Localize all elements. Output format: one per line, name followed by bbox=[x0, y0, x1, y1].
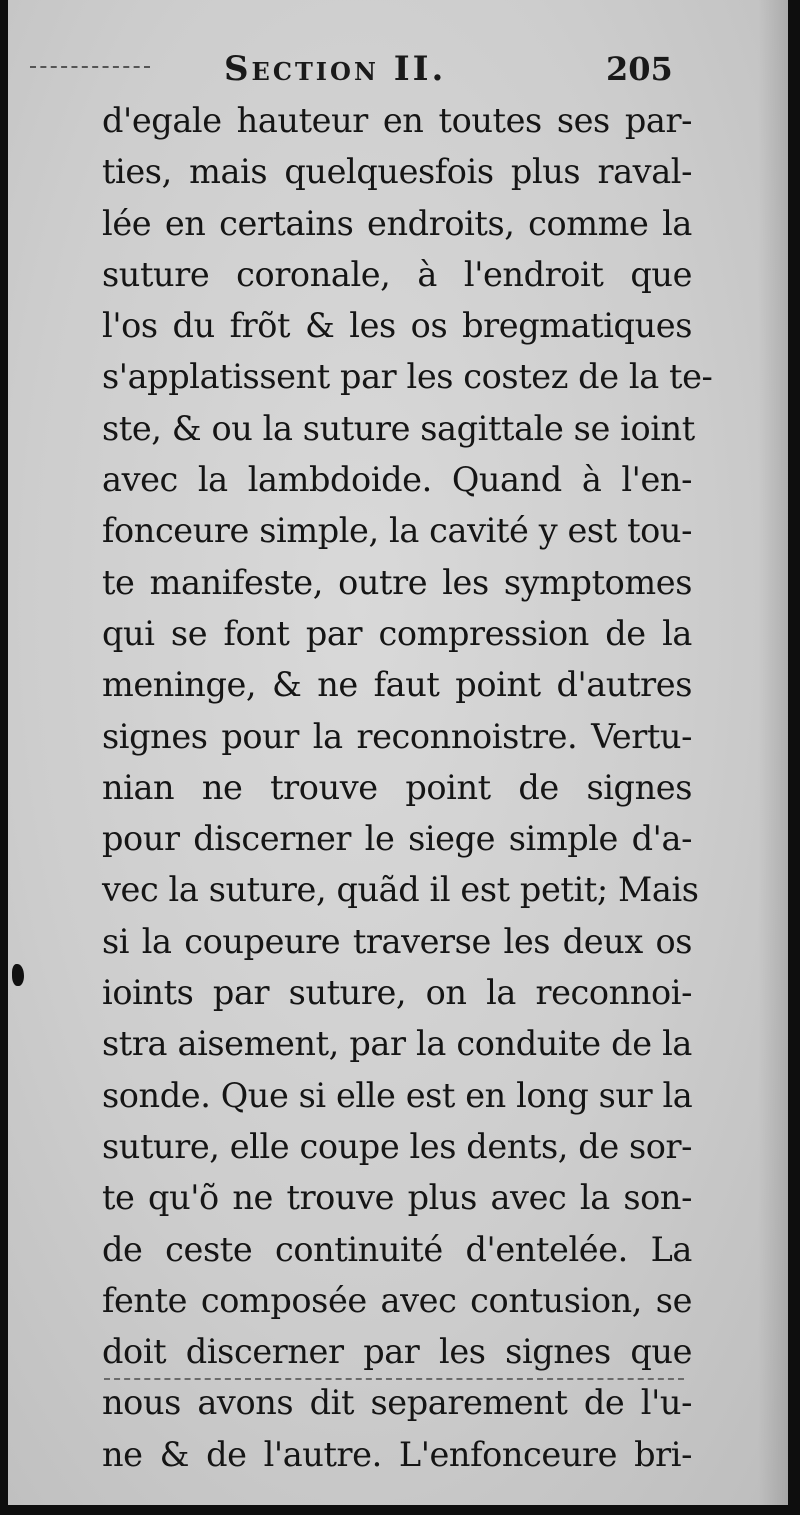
book-page bbox=[8, 0, 788, 1505]
text-line: sonde. Que si elle est en long sur la bbox=[102, 1075, 693, 1115]
text-line: l'os du frõt & les os bregmatiques bbox=[102, 306, 692, 346]
text-line: suture, elle coupe les dents, de sor- bbox=[102, 1126, 693, 1166]
text-line: meninge, & ne faut point d'autres bbox=[102, 665, 692, 705]
bottom-rule bbox=[104, 1378, 684, 1380]
body-text bbox=[102, 95, 713, 1480]
text-line: te qu'õ ne trouve plus avec la son- bbox=[102, 1178, 692, 1218]
text-line: stra aisement, par la conduite de la bbox=[102, 1024, 692, 1064]
text-line: fonceure simple, la cavité y est tou- bbox=[102, 511, 692, 551]
page-edge-shadow bbox=[758, 0, 788, 1505]
text-line: fente composée avec contusion, se bbox=[102, 1280, 692, 1320]
text-line: qui se font par compression de la bbox=[102, 613, 692, 653]
text-line: nous avons dit separement de l'u- bbox=[102, 1383, 692, 1423]
text-line: d'egale hauteur en toutes ses par- bbox=[102, 101, 692, 140]
text-line: s'applatissent par les costez de la te- bbox=[102, 357, 713, 397]
text-line: de ceste continuité d'entelée. La bbox=[102, 1229, 692, 1269]
text-line: nian ne trouve point de signes bbox=[102, 767, 692, 807]
text-line: ne & de l'autre. L'enfonceure bri- bbox=[102, 1434, 692, 1474]
ink-blot bbox=[12, 964, 24, 986]
text-line: suture coronale, à l'endroit que bbox=[102, 254, 692, 294]
text-line: ste, & ou la suture sagittale se ioint bbox=[102, 408, 695, 448]
text-line: ties, mais quelquesfois plus raval- bbox=[102, 152, 692, 192]
text-line: vec la suture, quãd il est petit; Mais bbox=[102, 870, 699, 910]
text-line: signes pour la reconnoistre. Vertu- bbox=[102, 716, 692, 756]
running-title: Section II. bbox=[224, 49, 447, 89]
text-line: si la coupeure traverse les deux os bbox=[102, 921, 692, 961]
text-line: te manifeste, outre les symptomes bbox=[102, 562, 692, 602]
text-line: pour discerner le siege simple d'a- bbox=[102, 819, 692, 859]
text-line: doit discerner par les signes que bbox=[102, 1332, 692, 1372]
running-head bbox=[8, 44, 788, 94]
text-line: ioints par suture, on la reconnoi- bbox=[102, 973, 692, 1013]
header-rule bbox=[30, 66, 150, 68]
text-line: avec la lambdoide. Quand à l'en- bbox=[102, 460, 692, 500]
text-line: lée en certains endroits, comme la bbox=[102, 203, 692, 243]
page-number: 205 bbox=[606, 50, 673, 88]
